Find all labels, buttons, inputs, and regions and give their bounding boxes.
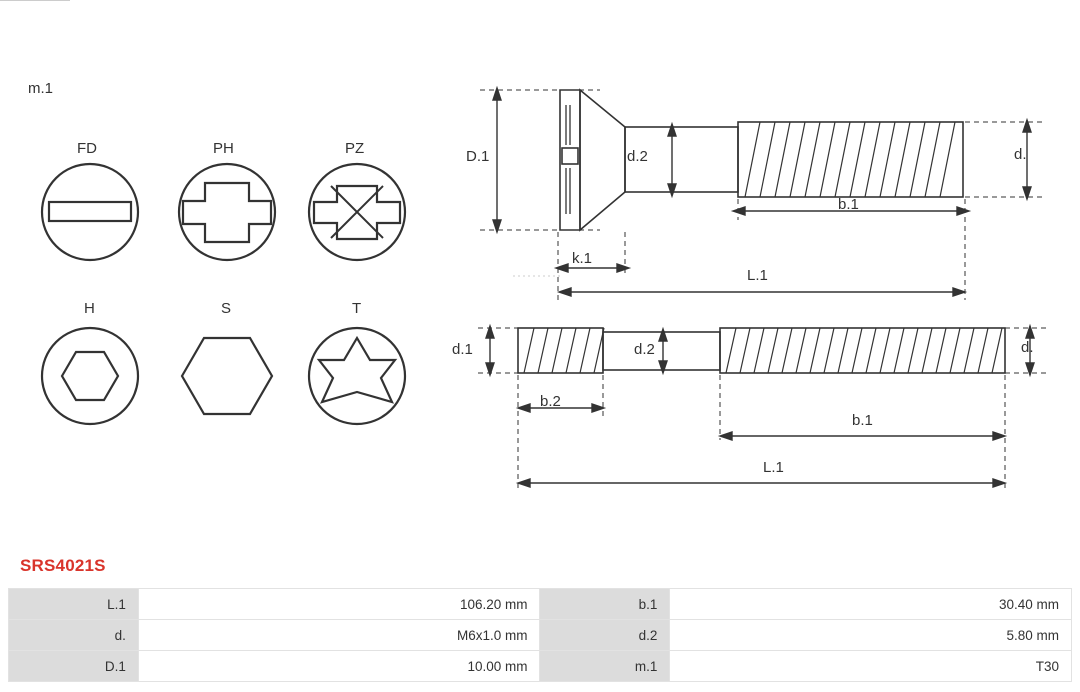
dim-label-d1-stud: d.1 — [452, 341, 473, 358]
spec-value: 5.80 mm — [670, 620, 1072, 651]
specification-table — [8, 588, 1072, 682]
spec-value: 106.20 mm — [138, 589, 540, 620]
spec-value: T30 — [670, 651, 1072, 682]
spec-key: L.1 — [9, 589, 139, 620]
dim-label-L1-stud: L.1 — [763, 459, 784, 476]
dim-label-d-stud: d. — [1021, 339, 1034, 356]
phillips-drive-icon — [179, 164, 275, 260]
spec-value: M6x1.0 mm — [138, 620, 540, 651]
spec-key: b.1 — [540, 589, 670, 620]
torx-drive-icon — [309, 328, 405, 424]
dim-label-d2-screw: d.2 — [627, 148, 648, 165]
dim-label-k1: k.1 — [572, 250, 593, 267]
dim-label-L1-screw: L.1 — [747, 267, 768, 284]
drive-code-s: S — [221, 300, 232, 317]
spec-value: 30.40 mm — [670, 589, 1072, 620]
part-number: SRS4021S — [20, 556, 106, 575]
spec-value: 10.00 mm — [138, 651, 540, 682]
dim-label-d2-stud: d.2 — [634, 341, 655, 358]
spec-key: d.2 — [540, 620, 670, 651]
dim-label-D1: D.1 — [466, 148, 490, 165]
dim-label-d-screw: d. — [1014, 146, 1027, 163]
table-row — [9, 651, 1072, 682]
drive-code-ph: PH — [213, 140, 234, 157]
drive-code-pz: PZ — [345, 140, 365, 157]
drive-code-t: T — [352, 300, 362, 317]
hex-head-drive-icon — [182, 338, 272, 414]
dim-label-b1-stud: b.1 — [852, 412, 873, 429]
spec-key: D.1 — [9, 651, 139, 682]
drive-code-fd: FD — [77, 140, 97, 157]
spec-key: d. — [9, 620, 139, 651]
table-row — [9, 589, 1072, 620]
drive-group-label: m.1 — [28, 80, 54, 97]
hex-socket-drive-icon — [42, 328, 138, 424]
dim-label-b2: b.2 — [540, 393, 561, 410]
table-row — [9, 620, 1072, 651]
slotted-drive-icon — [42, 164, 138, 260]
drive-code-h: H — [84, 300, 95, 317]
spec-key: m.1 — [540, 651, 670, 682]
dim-label-b1-screw: b.1 — [838, 196, 859, 213]
